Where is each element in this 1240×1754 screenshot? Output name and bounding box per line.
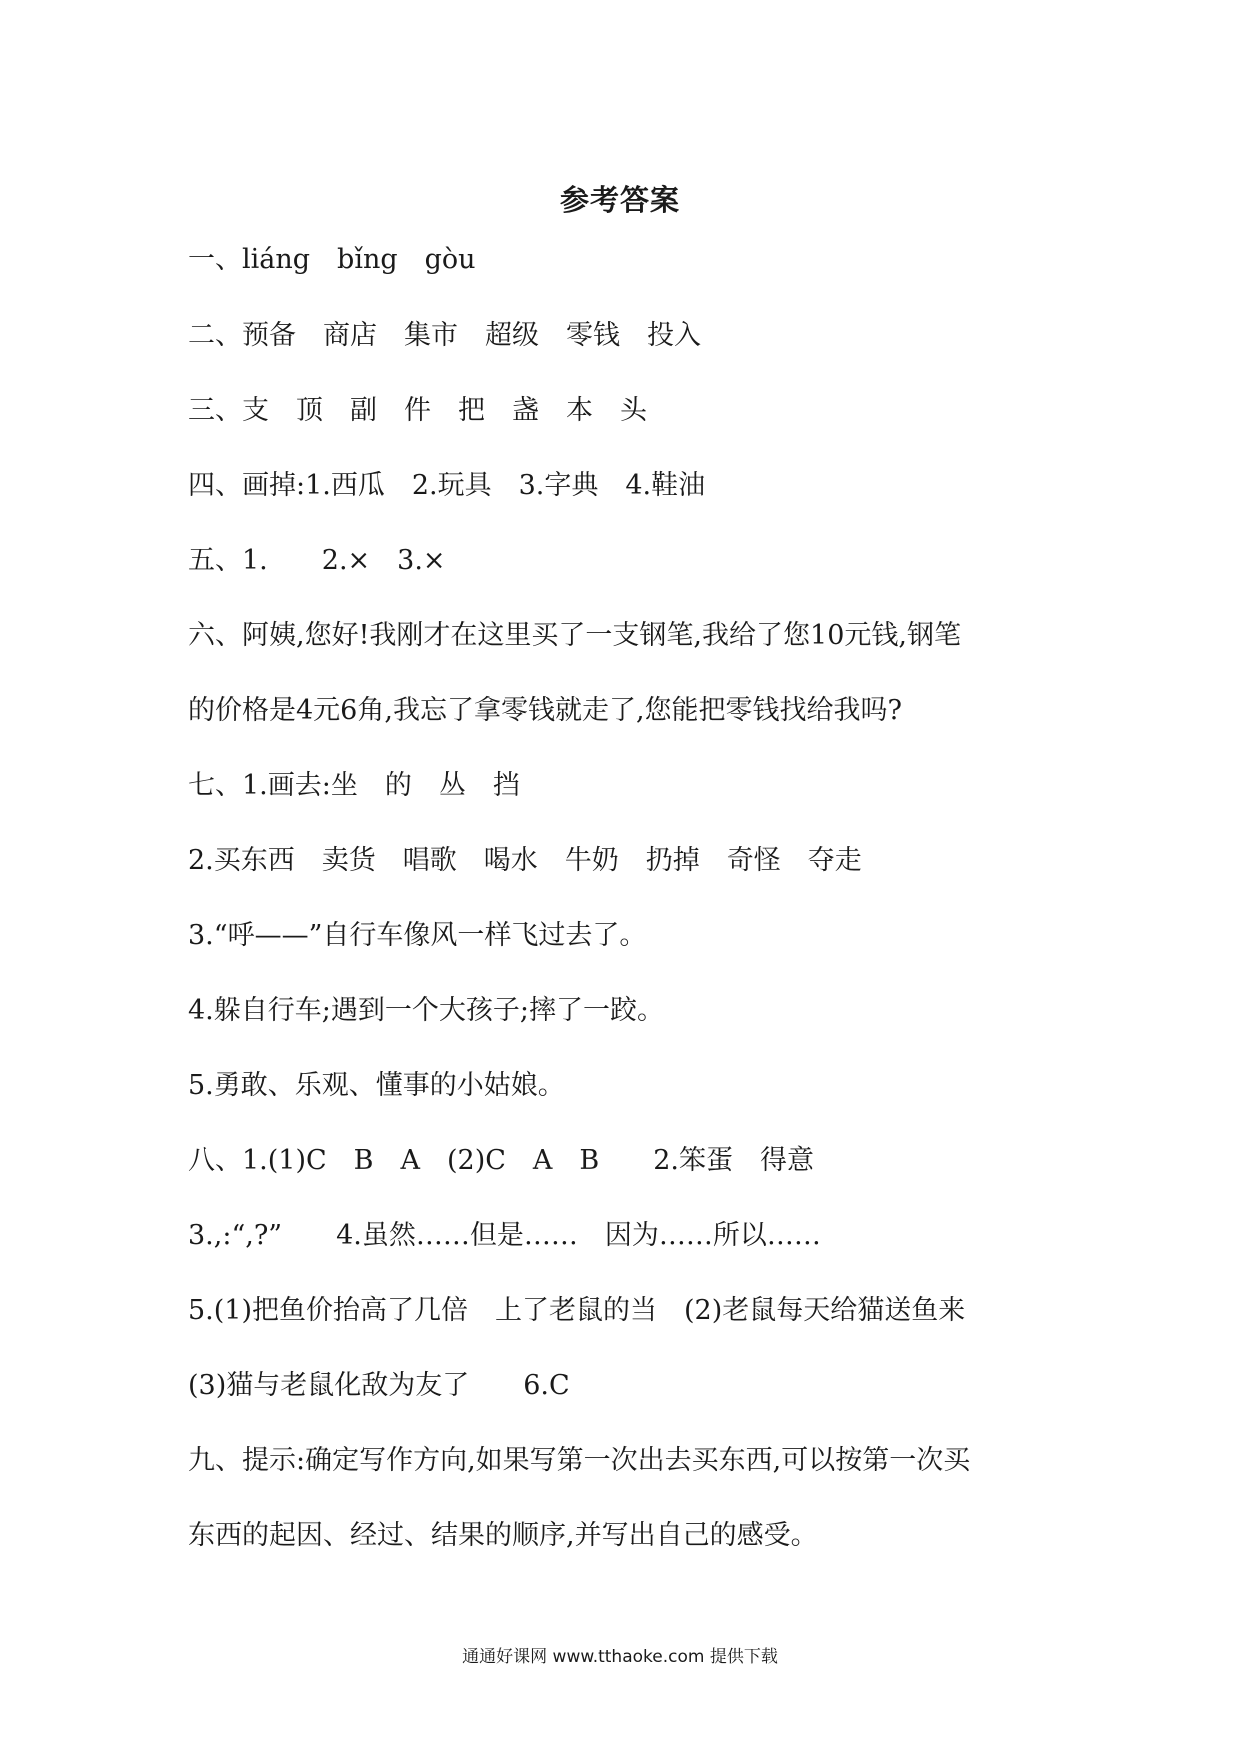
answer-line-7-2: 2.买东西 卖货 唱歌 喝水 牛奶 扔掉 奇怪 夺走	[188, 845, 862, 876]
answer-line-7-1: 七、1.画去:坐 的 丛 挡	[188, 770, 520, 801]
answer-line-9a: 九、提示:确定写作方向,如果写第一次出去买东西,可以按第一次买	[188, 1445, 971, 1476]
answer-line-9b: 东西的起因、经过、结果的顺序,并写出自己的感受。	[188, 1520, 818, 1551]
answer-line-6a: 六、阿姨,您好!我刚才在这里买了一支钢笔,我给了您10元钱,钢笔	[188, 620, 961, 651]
answer-line-4: 四、画掉:1.西瓜 2.玩具 3.字典 4.鞋油	[188, 470, 706, 501]
answer-line-8-5b: (3)猫与老鼠化敌为友了 6.C	[188, 1370, 570, 1401]
page-footer: 通通好课网 www.tthaoke.com 提供下载	[462, 1647, 778, 1667]
answer-line-8-3: 3.,:“,?” 4.虽然……但是…… 因为……所以……	[188, 1220, 821, 1251]
answer-line-7-3: 3.“呼——”自行车像风一样飞过去了。	[188, 920, 647, 951]
answer-line-5: 五、1. 2.× 3.×	[188, 545, 446, 576]
answer-line-7-5: 5.勇敢、乐观、懂事的小姑娘。	[188, 1070, 565, 1101]
answer-line-6b: 的价格是4元6角,我忘了拿零钱就走了,您能把零钱找给我吗?	[188, 695, 902, 726]
page-title: 参考答案	[559, 183, 680, 217]
answer-line-2: 二、预备 商店 集市 超级 零钱 投入	[188, 320, 701, 351]
answer-line-7-4: 4.躲自行车;遇到一个大孩子;摔了一跤。	[188, 995, 664, 1026]
answer-line-8-1: 八、1.(1)C B A (2)C A B 2.笨蛋 得意	[188, 1145, 815, 1176]
answer-line-3: 三、支 顶 副 件 把 盏 本 头	[188, 395, 647, 426]
answer-line-1: 一、liáng bǐng gòu	[188, 244, 476, 275]
answer-line-8-5a: 5.(1)把鱼价抬高了几倍 上了老鼠的当 (2)老鼠每天给猫送鱼来	[188, 1295, 966, 1326]
